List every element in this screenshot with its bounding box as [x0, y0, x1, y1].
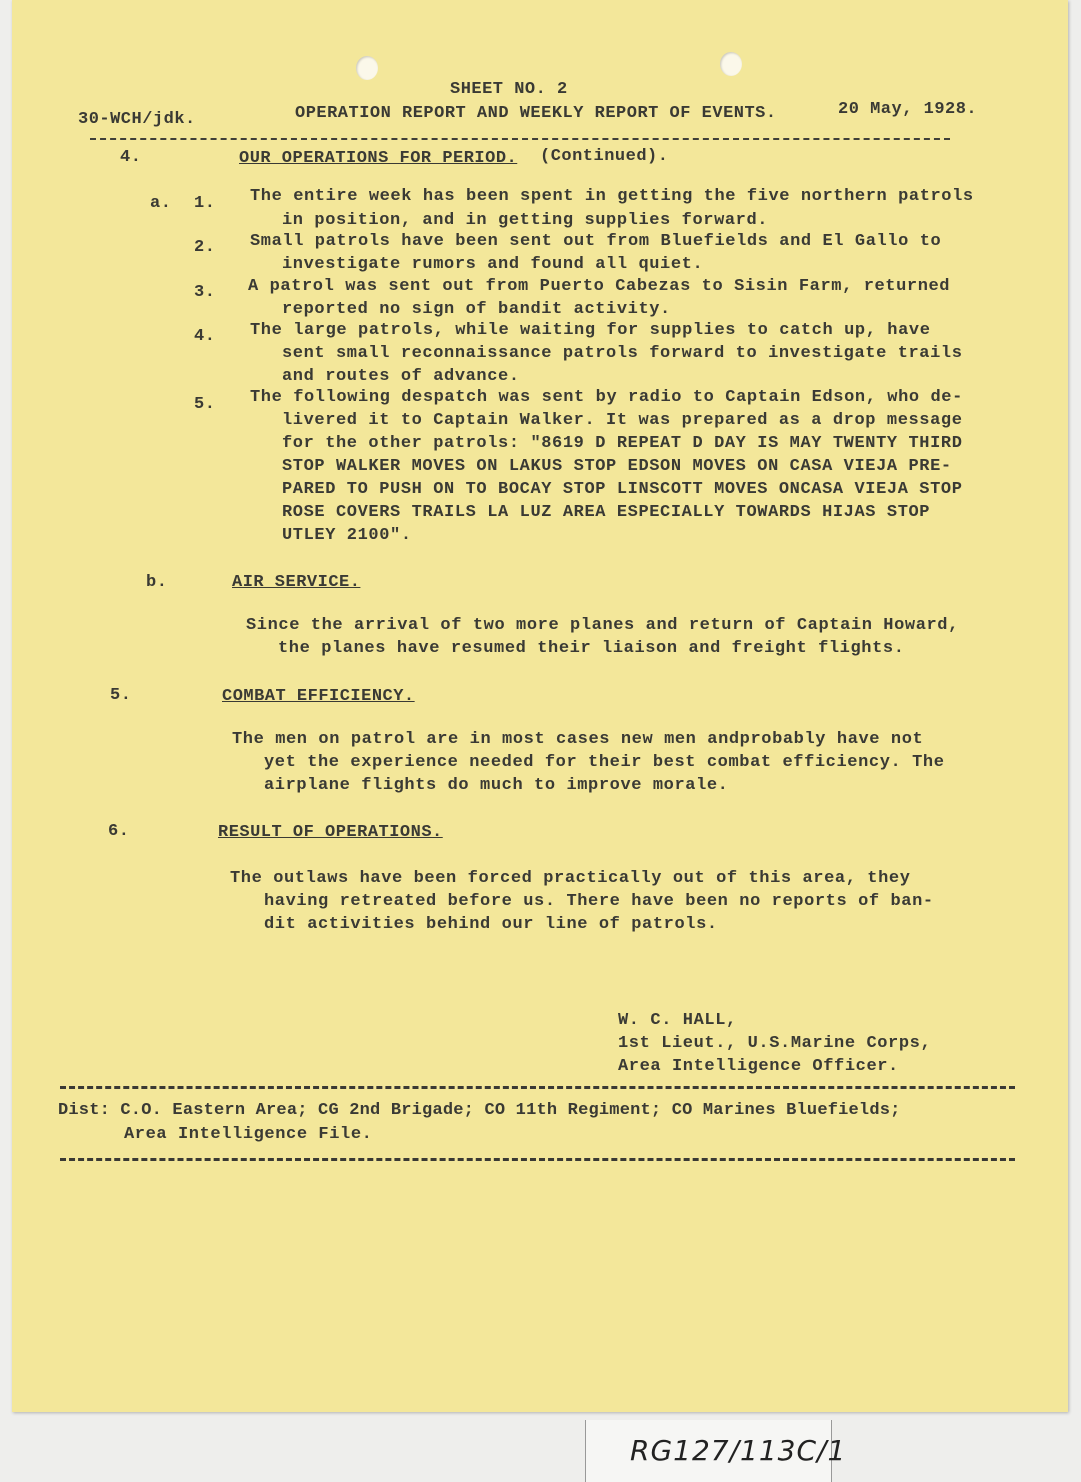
result-line-3: dit activities behind our line of patrols. — [264, 915, 718, 934]
combat-efficiency-line-1: The men on patrol are in most cases new men andprobably have not — [232, 730, 924, 749]
section-4-continued: (Continued). — [540, 147, 669, 166]
distribution-line-2: Area Intelligence File. — [124, 1125, 373, 1144]
result-of-operations-heading: RESULT OF OPERATIONS. — [218, 823, 443, 842]
item-5-line-4: STOP WALKER MOVES ON LAKUS STOP EDSON MOVES ON CASA VIEJA PRE- — [282, 457, 952, 476]
distribution-line-1: Dist: C.O. Eastern Area; CG 2nd Brigade; CO 11th Regiment; CO Marines Bluefields; — [58, 1101, 901, 1120]
file-code: 30-WCH/jdk. — [78, 110, 196, 129]
air-service-heading: AIR SERVICE. — [232, 573, 361, 592]
section-5-number: 5. — [110, 686, 132, 705]
item-1-number: 1. — [194, 194, 216, 213]
sheet-number: SHEET NO. 2 — [450, 80, 568, 99]
section-4-number: 4. — [120, 148, 142, 167]
combat-efficiency-heading: COMBAT EFFICIENCY. — [222, 687, 415, 706]
report-title: OPERATION REPORT AND WEEKLY REPORT OF EVENTS. — [295, 104, 777, 123]
distribution-divider-top — [60, 1086, 1015, 1089]
item-2-line-2: investigate rumors and found all quiet. — [282, 255, 704, 274]
punch-hole-right — [720, 52, 742, 76]
distribution-divider-bottom — [60, 1158, 1015, 1161]
item-5-line-1: The following despatch was sent by radio to Captain Edson, who de- — [250, 388, 963, 407]
item-3-line-1: A patrol was sent out from Puerto Cabezas to Sisin Farm, returned — [248, 277, 951, 296]
item-4-line-3: and routes of advance. — [282, 367, 520, 386]
subsection-b-letter: b. — [146, 573, 168, 592]
item-1-line-1: The entire week has been spent in getting the five northern patrols — [250, 187, 974, 206]
item-4-number: 4. — [194, 327, 216, 346]
result-line-1: The outlaws have been forced practically out of this area, they — [230, 869, 911, 888]
combat-efficiency-line-2: yet the experience needed for their best combat efficiency. The — [264, 753, 945, 772]
item-4-line-2: sent small reconnaissance patrols forward to investigate trails — [282, 344, 963, 363]
item-5-line-5: PARED TO PUSH ON TO BOCAY STOP LINSCOTT MOVES ONCASA VIEJA STOP — [282, 480, 963, 499]
item-5-line-3: for the other patrols: "8619 D REPEAT D DAY IS MAY TWENTY THIRD — [282, 434, 963, 453]
section-4-heading: OUR OPERATIONS FOR PERIOD. — [239, 149, 518, 168]
item-5-line-6: ROSE COVERS TRAILS LA LUZ AREA ESPECIALLY TOWARDS HIJAS STOP — [282, 503, 931, 522]
document-sheet — [12, 0, 1068, 1412]
signature-rank: 1st Lieut., U.S.Marine Corps, — [618, 1034, 932, 1053]
item-5-number: 5. — [194, 395, 216, 414]
item-3-line-2: reported no sign of bandit activity. — [282, 300, 671, 319]
result-line-2: having retreated before us. There have been no reports of ban- — [264, 892, 934, 911]
item-5-line-2: livered it to Captain Walker. It was prepared as a drop message — [282, 411, 963, 430]
archive-reference-label — [585, 1420, 847, 1482]
item-2-line-1: Small patrols have been sent out from Bluefields and El Gallo to — [250, 232, 942, 251]
air-service-line-2: the planes have resumed their liaison and freight flights. — [278, 639, 905, 658]
header-divider — [90, 138, 950, 140]
subsection-a-letter: a. — [150, 194, 172, 213]
signature-name: W. C. HALL, — [618, 1011, 737, 1030]
item-2-number: 2. — [194, 238, 216, 257]
item-1-line-2: in position, and in getting supplies forward. — [282, 211, 769, 230]
item-3-number: 3. — [194, 283, 216, 302]
combat-efficiency-line-3: airplane flights do much to improve morale. — [264, 776, 729, 795]
item-4-line-1: The large patrols, while waiting for supplies to catch up, have — [250, 321, 931, 340]
section-6-number: 6. — [108, 822, 130, 841]
item-5-line-7: UTLEY 2100". — [282, 526, 412, 545]
report-date: 20 May, 1928. — [838, 100, 978, 119]
air-service-line-1: Since the arrival of two more planes and return of Captain Howard, — [246, 616, 959, 635]
punch-hole-left — [356, 56, 378, 80]
signature-title: Area Intelligence Officer. — [618, 1057, 899, 1076]
archive-reference: RG127/113C/1 — [630, 1434, 847, 1467]
